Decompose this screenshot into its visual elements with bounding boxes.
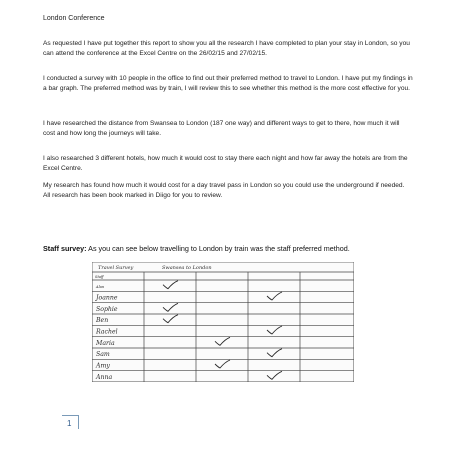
- paragraph-survey: I conducted a survey with 10 people in the office to find out their preferred method to travel to London. I have put my findings in a bar graph. The preferred method was by train, I will review this to see whether this method is the more cost effective for you.: [43, 75, 413, 93]
- paragraph-travel-pass: My research has found how much it would cost for a day travel pass in London so you could use the underground if needed. All research has been book marked in Diigo for you to review.: [43, 182, 405, 200]
- staff-survey-heading: [43, 244, 350, 253]
- table-row-name: Alan: [96, 285, 105, 290]
- table-row-name: Anna: [96, 373, 113, 381]
- table-row-name: Ben: [96, 317, 109, 325]
- scan-subtitle: Swansea to London: [162, 265, 212, 271]
- scanned-survey-table: [92, 262, 354, 382]
- staff-survey-label: Staff survey:: [43, 244, 87, 253]
- table-row-name: Sam: [96, 351, 110, 359]
- paragraph-hotels: I also researched 3 different hotels, how much it would cost to stay there each night and how far away the hotels are from the Excel Centre.: [43, 155, 408, 173]
- page-number: 1: [67, 419, 72, 428]
- table-row-name: Maria: [96, 339, 115, 347]
- scanned-survey-image: [92, 262, 354, 382]
- footer-divider: [78, 415, 79, 429]
- table-row-name: Joanne: [96, 294, 118, 302]
- scan-title: Travel Survey: [98, 265, 134, 271]
- paragraph-intro: As requested I have put together this report to show you all the research I have completed to plan your stay in London, so you can attend the conference at the Excel Centre on the 26/02/15 and 27/02/15.: [43, 40, 410, 58]
- document-header: London Conference: [43, 15, 105, 22]
- staff-survey-text: As you can see below travelling to London by train was the staff preferred method.: [88, 244, 350, 253]
- table-row-name: Amy: [96, 362, 110, 370]
- table-header-staff: Staff: [95, 275, 104, 279]
- table-row-name: Sophie: [96, 305, 118, 313]
- footer-rule: [62, 415, 78, 416]
- table-row-name: Rachel: [96, 328, 118, 336]
- paragraph-distance: I have researched the distance from Swansea to London (187 one way) and different ways to get to there, how much it will cost and how long the journeys will take.: [43, 120, 400, 138]
